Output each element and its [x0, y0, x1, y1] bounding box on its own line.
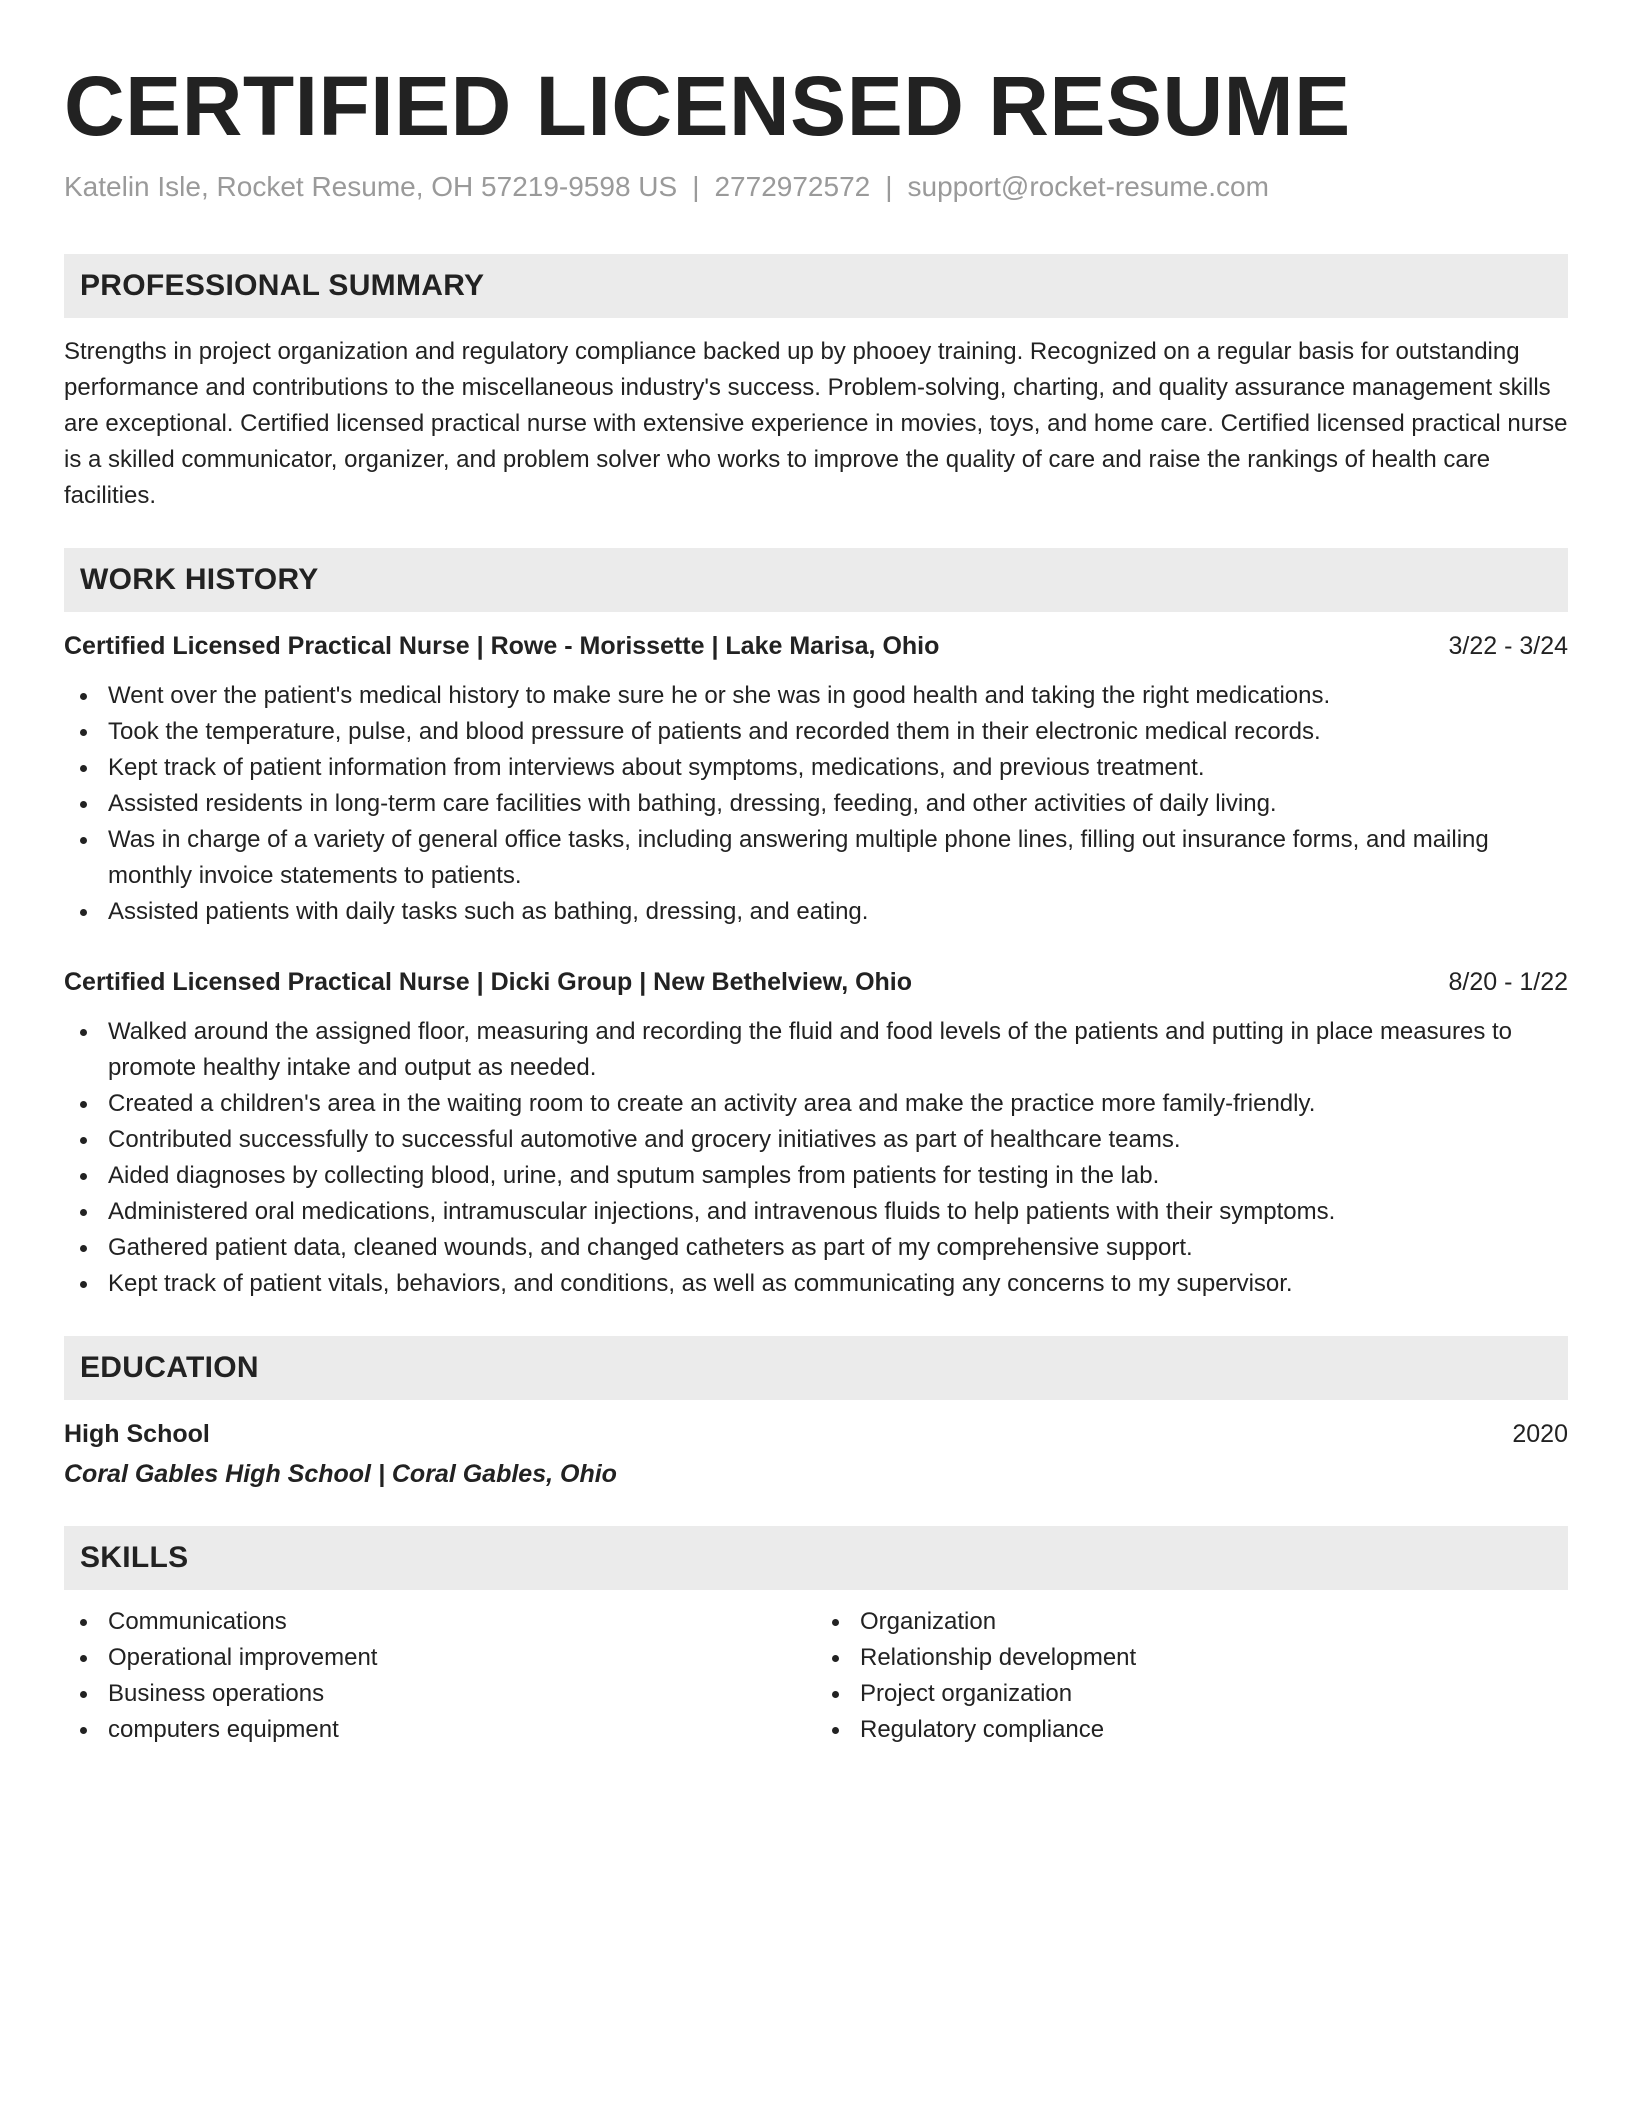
skills-grid: [64, 1604, 1568, 1748]
skill-item: Regulatory compliance: [816, 1712, 1568, 1748]
contact-address: Katelin Isle, Rocket Resume, OH 57219-9598 US: [64, 171, 678, 202]
skill-item: Communications: [64, 1604, 816, 1640]
job-entry: [64, 628, 1568, 930]
job-bullet: Assisted patients with daily tasks such as bathing, dressing, and eating.: [64, 894, 1568, 930]
skill-item: computers equipment: [64, 1712, 816, 1748]
skill-item: Relationship development: [816, 1640, 1568, 1676]
job-dates: 8/20 - 1/22: [1448, 968, 1568, 996]
job-title: Certified Licensed Practical Nurse | Rowe - Morissette | Lake Marisa, Ohio: [64, 632, 940, 660]
education-header: [64, 1416, 1568, 1452]
job-bullet: Assisted residents in long-term care facilities with bathing, dressing, feeding, and other activities of daily living.: [64, 786, 1568, 822]
section-heading-skills: SKILLS: [64, 1526, 1568, 1590]
skills-column-left: [64, 1604, 816, 1748]
job-header: [64, 964, 1568, 1000]
job-bullet: Gathered patient data, cleaned wounds, and changed catheters as part of my comprehensive support.: [64, 1230, 1568, 1266]
job-bullet: Was in charge of a variety of general office tasks, including answering multiple phone lines, filling out insurance forms, and mailing monthly invoice statements to patients.: [64, 822, 1568, 894]
job-bullet: Kept track of patient information from interviews about symptoms, medications, and previous treatment.: [64, 750, 1568, 786]
job-bullet: Went over the patient's medical history to make sure he or she was in good health and taking the right medications.: [64, 678, 1568, 714]
education-degree: High School: [64, 1420, 210, 1448]
skill-item: Organization: [816, 1604, 1568, 1640]
job-bullet-list: [64, 678, 1568, 930]
section-heading-education: EDUCATION: [64, 1336, 1568, 1400]
section-heading-summary: PROFESSIONAL SUMMARY: [64, 254, 1568, 318]
skills-column-right: [816, 1604, 1568, 1748]
job-dates: 3/22 - 3/24: [1448, 632, 1568, 660]
education-year: 2020: [1512, 1420, 1568, 1448]
skill-item: Operational improvement: [64, 1640, 816, 1676]
job-title: Certified Licensed Practical Nurse | Dicki Group | New Bethelview, Ohio: [64, 968, 913, 996]
contact-separator: |: [692, 171, 700, 202]
job-bullet: Kept track of patient vitals, behaviors, and conditions, as well as communicating any concerns to my supervisor.: [64, 1266, 1568, 1302]
section-heading-work-history: WORK HISTORY: [64, 548, 1568, 612]
job-entry: [64, 964, 1568, 1302]
job-bullet: Contributed successfully to successful automotive and grocery initiatives as part of healthcare teams.: [64, 1122, 1568, 1158]
job-bullet: Walked around the assigned floor, measuring and recording the fluid and food levels of the patients and putting in place measures to promote healthy intake and output as needed.: [64, 1014, 1568, 1086]
job-bullet: Administered oral medications, intramuscular injections, and intravenous fluids to help patients with their symptoms.: [64, 1194, 1568, 1230]
contact-separator: |: [885, 171, 893, 202]
contact-line: [64, 170, 1568, 204]
education-school: Coral Gables High School | Coral Gables, Ohio: [64, 1460, 617, 1488]
skill-item: Project organization: [816, 1676, 1568, 1712]
skill-item: Business operations: [64, 1676, 816, 1712]
job-bullet-list: [64, 1014, 1568, 1302]
contact-phone: 2772972572: [714, 171, 871, 202]
job-header: [64, 628, 1568, 664]
education-entry: [64, 1416, 1568, 1492]
job-bullet: Created a children's area in the waiting room to create an activity area and make the practice more family-friendly.: [64, 1086, 1568, 1122]
job-bullet: Took the temperature, pulse, and blood pressure of patients and recorded them in their electronic medical records.: [64, 714, 1568, 750]
resume-title: CERTIFIED LICENSED RESUME: [64, 59, 1351, 153]
summary-text: Strengths in project organization and regulatory compliance backed up by phooey training. Recognized on a regular basis for outstanding performance and contributions to the miscellaneous industry's success. Problem-solving, charting, and quality assurance management skills are exceptional. Certified licensed practical nurse with extensive experience in movies, toys, and home care. Certified licensed practical nurse is a skilled communicator, organizer, and problem solver who works to improve the quality of care and raise the rankings of health care facilities.: [64, 338, 1568, 509]
job-bullet: Aided diagnoses by collecting blood, urine, and sputum samples from patients for testing in the lab.: [64, 1158, 1568, 1194]
contact-email: support@rocket-resume.com: [907, 171, 1269, 202]
